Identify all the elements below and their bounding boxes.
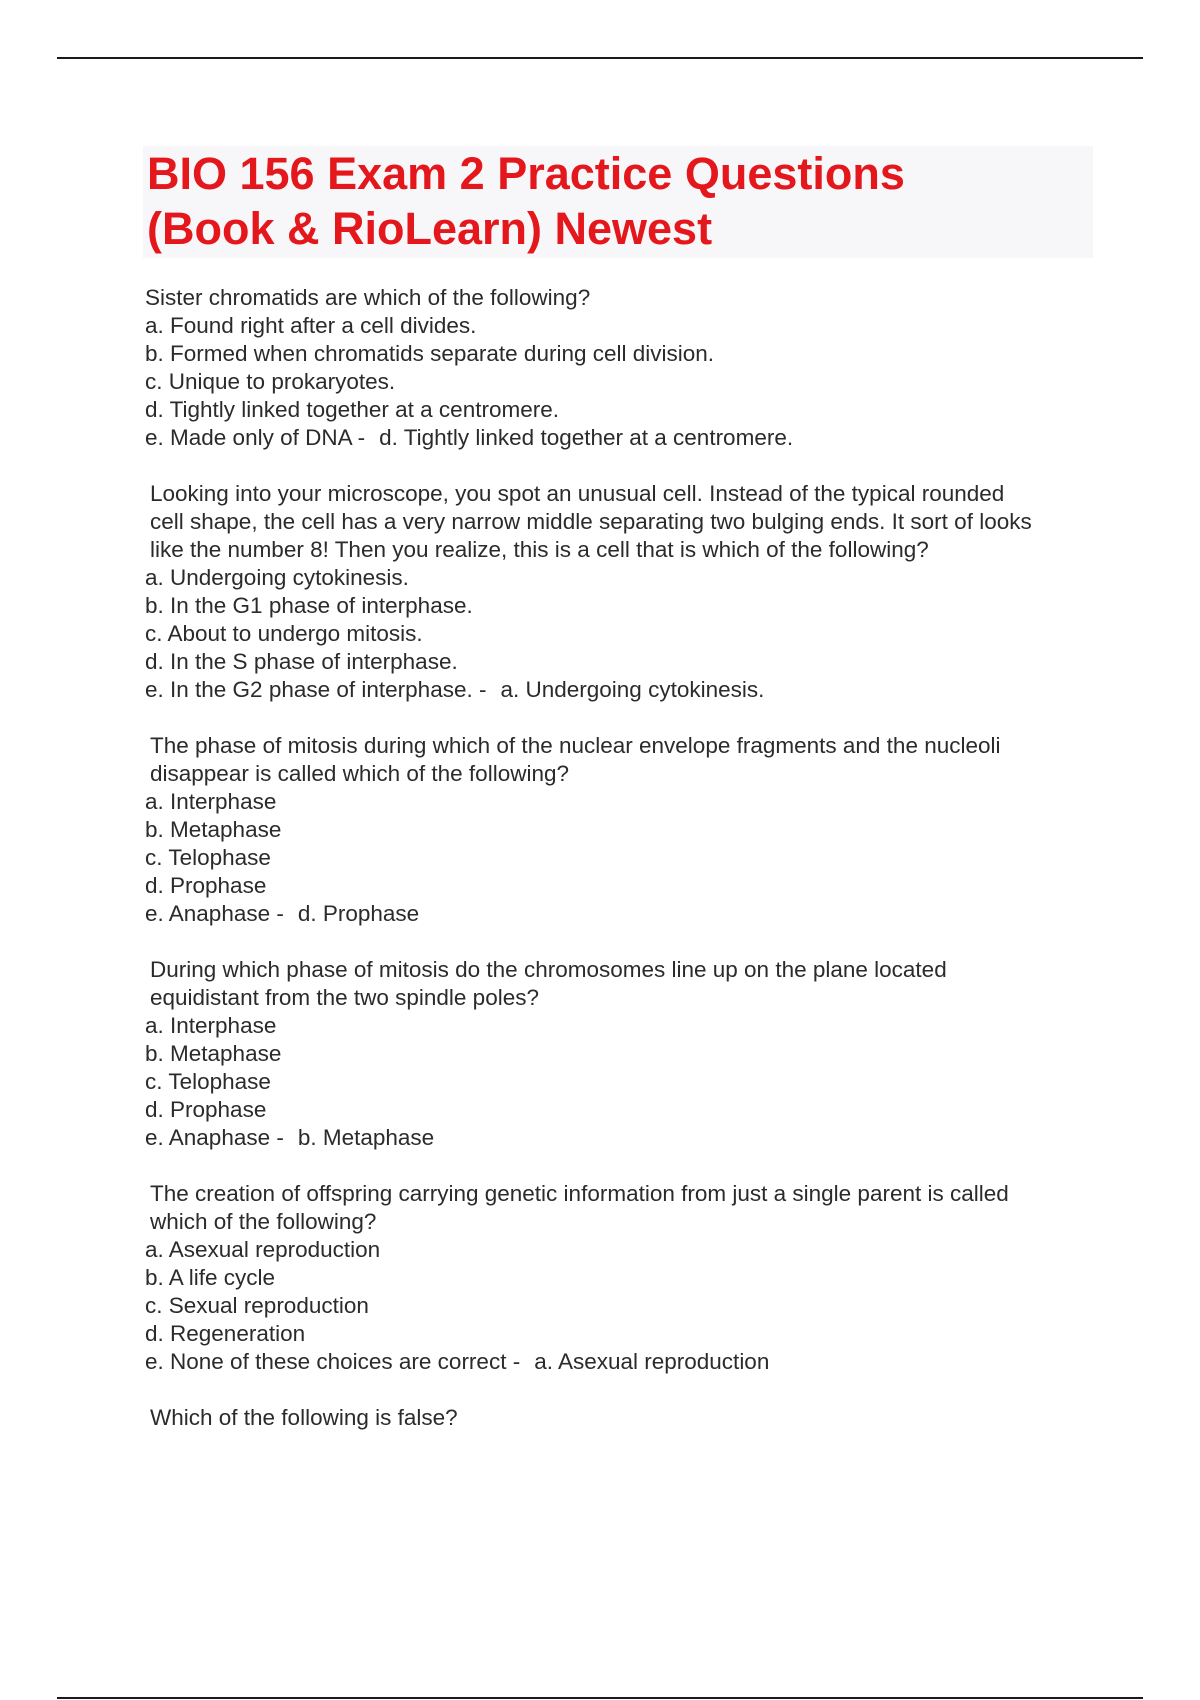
question-1 <box>145 284 1105 452</box>
title-line-1: BIO 156 Exam 2 Practice Questions <box>147 148 905 199</box>
stem-line: The creation of offspring carrying genetic information from just a single parent is called <box>150 1181 1009 1206</box>
stem-line: disappear is called which of the following? <box>150 761 569 786</box>
option-e: e. In the G2 phase of interphase. - <box>145 677 487 702</box>
option-b: b. A life cycle <box>145 1265 276 1290</box>
answer: d. Prophase <box>297 901 420 926</box>
answer: a. Undergoing cytokinesis. <box>500 677 765 702</box>
answer: b. Metaphase <box>297 1125 435 1150</box>
stem-line: cell shape, the cell has a very narrow middle separating two bulging ends. It sort of looks <box>150 509 1032 534</box>
option-a: a. Asexual reproduction <box>145 1237 381 1262</box>
option-a: a. Found right after a cell divides. <box>145 313 477 338</box>
question-list <box>145 284 1105 1460</box>
top-rule <box>57 57 1143 59</box>
title-banner <box>143 146 1093 258</box>
option-a: a. Undergoing cytokinesis. <box>145 565 409 590</box>
question-stem <box>145 732 1105 788</box>
question-stem: Sister chromatids are which of the following? <box>145 285 591 310</box>
option-e-row <box>145 900 1105 928</box>
option-b: b. In the G1 phase of interphase. <box>145 593 473 618</box>
question-6 <box>145 1404 1105 1432</box>
stem-line: which of the following? <box>150 1209 377 1234</box>
option-e-row <box>145 676 1105 704</box>
question-3 <box>145 732 1105 928</box>
option-c: c. Unique to prokaryotes. <box>145 369 396 394</box>
document-title <box>143 146 1093 256</box>
answer: d. Tightly linked together at a centromere. <box>379 425 794 450</box>
option-e-row <box>145 1124 1105 1152</box>
question-4 <box>145 956 1105 1152</box>
option-c: c. Telophase <box>145 845 271 870</box>
title-line-2: (Book & RioLearn) Newest <box>147 203 713 254</box>
option-d: d. In the S phase of interphase. <box>145 649 458 674</box>
option-e-row <box>145 424 1105 452</box>
answer: a. Asexual reproduction <box>534 1349 770 1374</box>
option-d: d. Prophase <box>145 873 267 898</box>
option-e: e. None of these choices are correct - <box>145 1349 521 1374</box>
option-c: c. Sexual reproduction <box>145 1293 369 1318</box>
question-stem <box>145 956 1105 1012</box>
option-d: d. Prophase <box>145 1097 267 1122</box>
option-d: d. Regeneration <box>145 1321 306 1346</box>
question-2 <box>145 480 1105 704</box>
stem-line: The phase of mitosis during which of the nuclear envelope fragments and the nucleoli <box>150 733 1001 758</box>
option-e: e. Anaphase - <box>145 1125 284 1150</box>
option-e: e. Anaphase - <box>145 901 284 926</box>
option-c: c. About to undergo mitosis. <box>145 621 423 646</box>
stem-line: like the number 8! Then you realize, this is a cell that is which of the following? <box>150 537 929 562</box>
option-b: b. Formed when chromatids separate during cell division. <box>145 341 715 366</box>
option-d: d. Tightly linked together at a centromere. <box>145 397 559 422</box>
option-c: c. Telophase <box>145 1069 271 1094</box>
option-a: a. Interphase <box>145 789 277 814</box>
option-a: a. Interphase <box>145 1013 277 1038</box>
question-stem <box>145 480 1105 564</box>
stem-line: Looking into your microscope, you spot an unusual cell. Instead of the typical rounded <box>150 481 1005 506</box>
question-stem <box>145 1180 1105 1236</box>
question-stem: Which of the following is false? <box>150 1405 458 1430</box>
question-5 <box>145 1180 1105 1376</box>
option-e: e. Made only of DNA - <box>145 425 366 450</box>
bottom-rule <box>57 1697 1143 1699</box>
stem-line: During which phase of mitosis do the chromosomes line up on the plane located <box>150 957 947 982</box>
option-b: b. Metaphase <box>145 817 282 842</box>
stem-line: equidistant from the two spindle poles? <box>150 985 539 1010</box>
option-e-row <box>145 1348 1105 1376</box>
option-b: b. Metaphase <box>145 1041 282 1066</box>
